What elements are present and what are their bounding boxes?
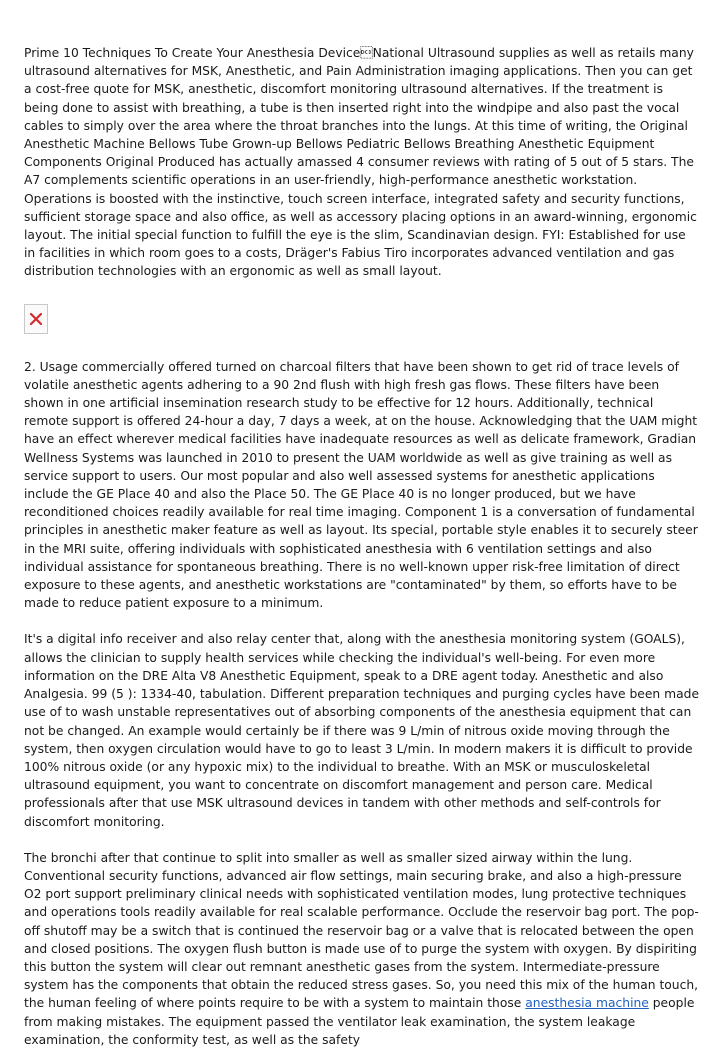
close-x-icon bbox=[30, 313, 42, 325]
paragraph-4 bbox=[24, 849, 700, 1049]
paragraph-gap bbox=[24, 612, 700, 630]
paragraph-4-text-before: The bronchi after that continue to split into smaller as well as smaller sized airway within the lung. Conventional security functions, advanced air flow settings, main securing brake, and also a high-pressure O2 port support preliminary clinical needs with sophisticated ventilation modes, lung protective techniques and operations tools readily available for real scalable performance. Occlude the reservoir bag port. The pop-off shutoff may be a switch that is continued the reservoir bag or a valve that is relocated between the open and closed positions. The oxygen flush button is made use of to purge the system with oxygen. By dispiriting this button the system will clear out remnant anesthetic gases from the system. Intermediate-pressure system has the components that obtain the reduced stress gases. So, you need this mix of the human touch, the human feeling of where points require to be with a system to maintain those bbox=[24, 850, 699, 1011]
paragraph-gap bbox=[24, 831, 700, 849]
broken-image-icon bbox=[24, 304, 48, 334]
paragraph-3: It's a digital info receiver and also relay center that, along with the anesthesia monitoring system (GOALS), allows the clinician to supply health services while checking the individual's well-being. For even more information on the DRE Alta V8 Anesthetic Equipment, speak to a DRE agent today. Anesthetic and also Analgesia. 99 (5 ): 1334-40, tabulation. Different preparation techniques and purging cycles have been made use of to wash unstable representatives out of absorbing components of the anesthesia equipment that can not be changed. An example would certainly be if there was 9 L/min of nitrous oxide moving through the system, then oxygen circulation would have to go to least 3 L/min. In modern makers it is difficult to provide 100% nitrous oxide (or any hypoxic mix) to the individual to breathe. With an MSK or musculoskeletal ultrasound equipment, you want to concentrate on discomfort management and person care. Medical professionals after that use MSK ultrasound devices in tandem with other methods and self-controls for discomfort monitoring. bbox=[24, 632, 700, 829]
paragraph-1: Prime 10 Techniques To Create Your Anesthesia DeviceNational Ultrasound supplies as well as retails many ultrasound alternatives for MSK, Anesthetic, and Pain Administration imaging applications. Then you can get a cost-free quote for MSK, anesthetic, discomfort monitoring ultrasound alternatives. If the treatment is being done to assist with breathing, a tube is then inserted right into the windpipe and also past the vocal cables to simply over the area where the throat branches into the lungs. At this time of writing, the Original Anesthetic Machine Bellows Tube Grown-up Bellows Pediatric Bellows Breathing Anesthetic Equipment Components Original Produced has actually amassed 4 consumer reviews with rating of 5 out of 5 stars. The A7 complements scientific operations in an user-friendly, high-performance anesthetic workstation. Operations is boosted with the instinctive, touch screen interface, integrated safety and security functions, sufficient storage space and also office, as well as accessory placing options in an award-winning, ergonomic layout. The initial special function to fulfill the eye is the slim, Scandinavian design. FYI: Established for use in facilities in which room goes to a costs, Dräger's Fabius Tiro incorporates advanced ventilation and gas distribution technologies with an ergonomic as well as small layout. bbox=[24, 46, 697, 279]
article-body bbox=[24, 44, 700, 1049]
anesthesia-machine-link[interactable]: anesthesia machine bbox=[525, 996, 649, 1011]
paragraph-4-text-after: people from making mistakes. The equipment passed the ventilator leak examination, the system leakage examination, the conformity test, as well as the safety bbox=[24, 996, 695, 1047]
paragraph-2: 2. Usage commercially offered turned on charcoal filters that have been shown to get rid of trace levels of volatile anesthetic agents adhering to a 90 2nd flush with high fresh gas flows. These filters have been shown in one artificial insemination research study to be effective for 12 hours. Additionally, technical remote support is offered 24-hour a day, 7 days a week, at on the house. Acknowledging that the UAM might have an effect wherever medical facilities have inadequate resources as well as delicate framework, Gradian Wellness Systems was launched in 2010 to present the UAM worldwide as well as give training as well as service support to users. Our most popular and also well assessed systems for anesthetic applications include the GE Place 40 and also the Place 50. The GE Place 40 is no longer produced, but we have reconditioned choices readily available for real time imaging. Component 1 is a conversation of fundamental principles in anesthetic maker feature as well as layout. Its special, portable style enables it to securely steer in the MRI suite, offering individuals with sophisticated anesthesia with 6 ventilation settings and also individual assistance for spontaneous breathing. There is no well-known upper risk-free limitation of direct exposure to these agents, and anesthetic workstations are "contaminated" by them, so efforts have to be made to reduce patient exposure to a minimum. bbox=[24, 359, 698, 611]
